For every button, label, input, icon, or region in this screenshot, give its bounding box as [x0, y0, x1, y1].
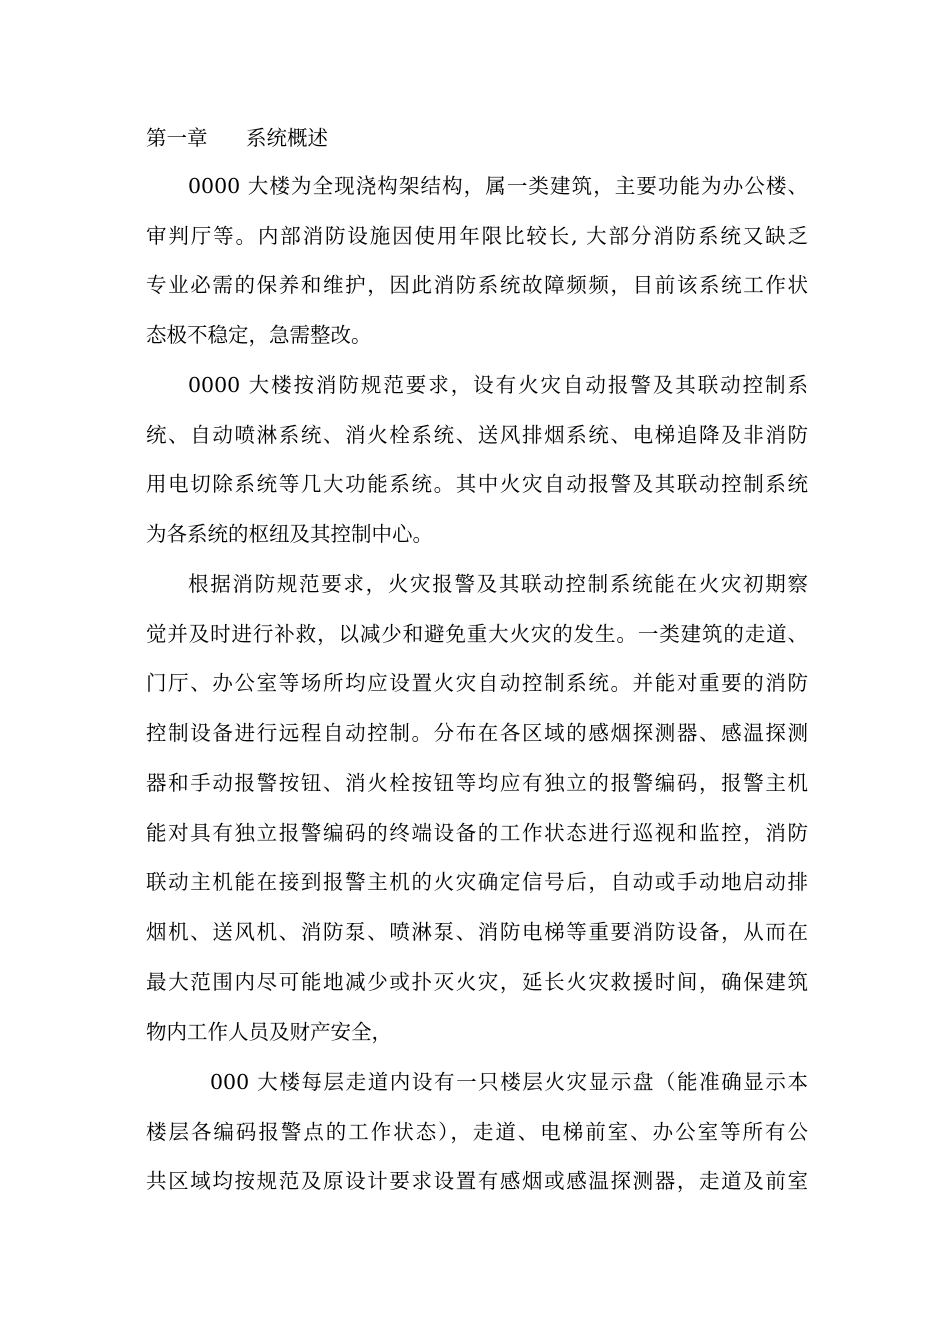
paragraph-1-line-3: 专业必需的保养和维护，因此消防系统故障频频，目前该系统工作状	[146, 273, 808, 297]
paragraph-3-line-7: 联动主机能在接到报警主机的火灾确定信号后，自动或手动地启动排	[146, 870, 808, 894]
paragraph-2-line-1: 0000 大楼按消防规范要求，设有火灾自动报警及其联动控制系	[188, 373, 808, 397]
paragraph-4-line-3: 共区域均按规范及原设计要求设置有感烟或感温探测器，走道及前室	[146, 1169, 808, 1193]
paragraph-3-line-1: 根据消防规范要求，火灾报警及其联动控制系统能在火灾初期察	[188, 572, 808, 596]
paragraph-2-line-3: 用电切除系统等几大功能系统。其中火灾自动报警及其联动控制系统	[146, 472, 808, 496]
paragraph-2-line-4: 为各系统的枢纽及其控制中心。	[146, 522, 433, 546]
paragraph-3-line-9: 最大范围内尽可能地减少或扑灭火灾，延长火灾救援时间，确保建筑	[146, 970, 808, 994]
paragraph-1-line-4: 态极不稳定，急需整改。	[146, 323, 372, 347]
paragraph-2-line-2: 统、自动喷淋系统、消火栓系统、送风排烟系统、电梯追降及非消防	[146, 423, 808, 447]
paragraph-3-line-2: 觉并及时进行补救，以减少和避免重大火灾的发生。一类建筑的走道、	[146, 622, 808, 646]
paragraph-1-line-2: 审判厅等。内部消防设施因使用年限比较长, 大部分消防系统又缺乏	[146, 224, 808, 248]
paragraph-1-line-1: 0000 大楼为全现浇构架结构，属一类建筑，主要功能为办公楼、	[188, 174, 808, 198]
paragraph-3-line-10: 物内工作人员及财产安全，	[146, 1020, 392, 1044]
paragraph-3-line-4: 控制设备进行远程自动控制。分布在各区域的感烟探测器、感温探测	[146, 721, 808, 745]
paragraph-4-line-1: 000 大楼每层走道内设有一只楼层火灾显示盘（能准确显示本	[210, 1070, 808, 1094]
paragraph-3-line-6: 能对具有独立报警编码的终端设备的工作状态进行巡视和监控，消防	[146, 821, 808, 845]
chapter-heading	[146, 121, 328, 155]
chapter-number: 第一章	[146, 126, 208, 150]
paragraph-3-line-8: 烟机、送风机、消防泵、喷淋泵、消防电梯等重要消防设备，从而在	[146, 920, 808, 944]
paragraph-3-line-3: 门厅、办公室等场所均应设置火灾自动控制系统。并能对重要的消防	[146, 671, 808, 695]
paragraph-3-line-5: 器和手动报警按钮、消火栓按钮等均应有独立的报警编码，报警主机	[146, 771, 808, 795]
paragraph-4-line-2: 楼层各编码报警点的工作状态），走道、电梯前室、办公室等所有公	[146, 1120, 808, 1144]
chapter-title: 系统概述	[246, 126, 328, 150]
